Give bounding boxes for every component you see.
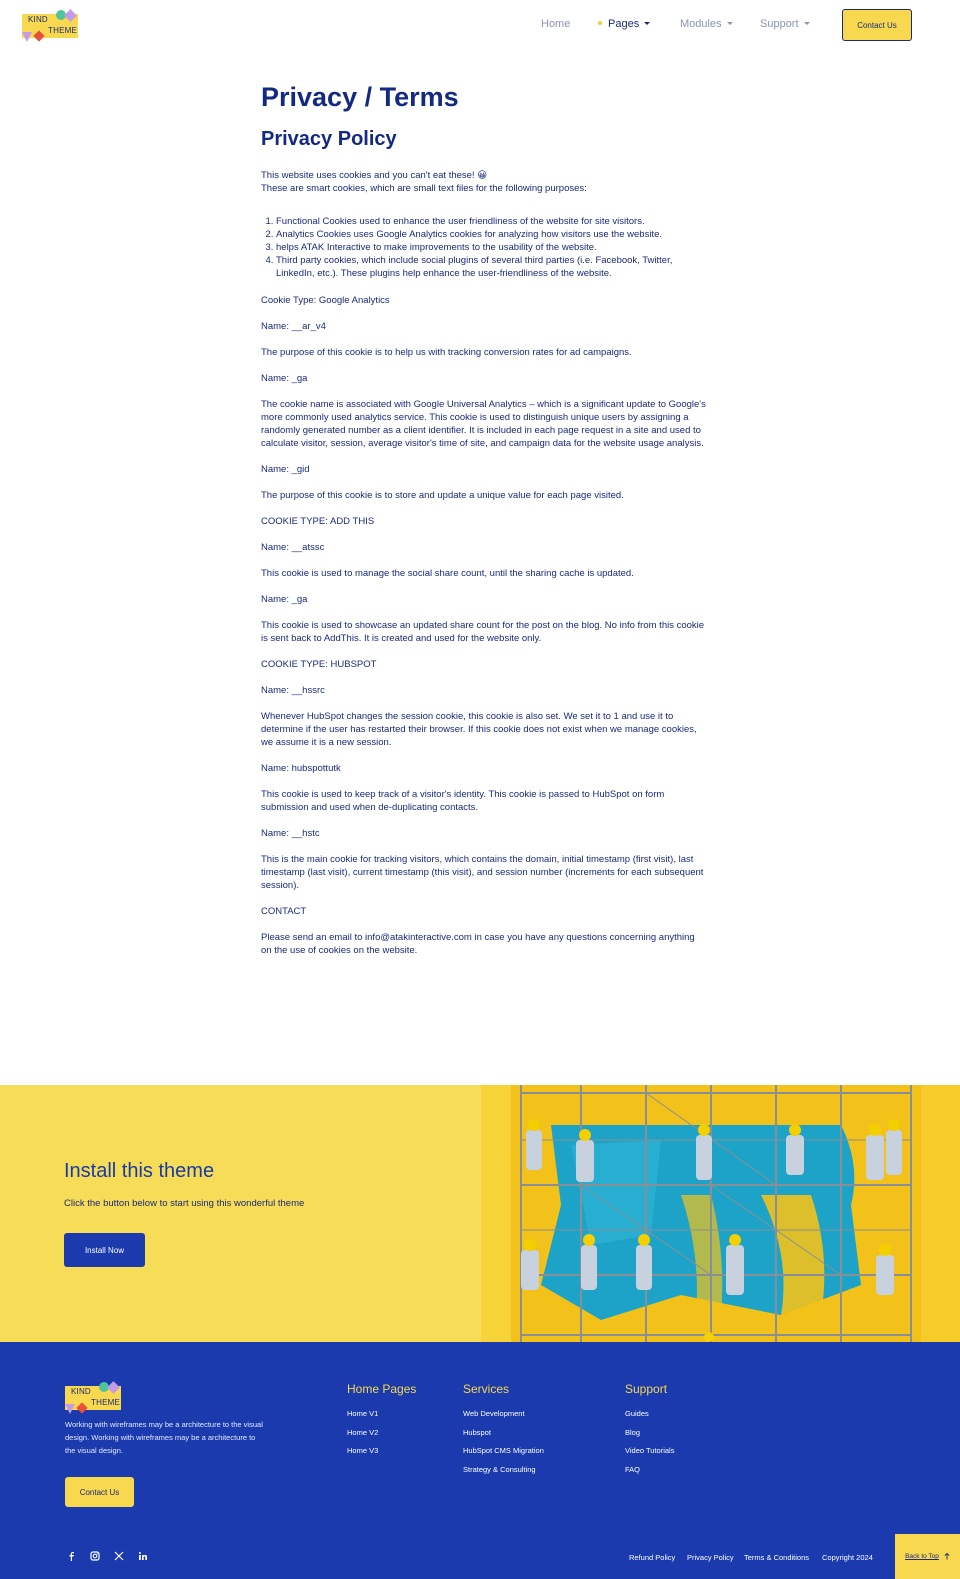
install-theme-section	[0, 1085, 960, 1342]
nav-support-label: Support	[760, 18, 799, 30]
x-icon[interactable]	[113, 1550, 125, 1562]
footer-column-title: Support	[625, 1382, 668, 1396]
footer-column-support	[625, 1382, 674, 1484]
paragraph: Name: _ga	[261, 373, 308, 384]
header-contact-button[interactable]: Contact Us	[842, 9, 912, 41]
footer-link[interactable]: FAQ	[625, 1464, 641, 1474]
footer-description: Working with wireframes may be a architecture to the visual design. Working with wireframes may be a architecture to the visual design.	[65, 1420, 263, 1455]
privacy-policy-link[interactable]: Privacy Policy	[687, 1553, 734, 1562]
cookie-details	[261, 294, 706, 957]
chevron-down-icon	[644, 22, 650, 25]
install-now-button[interactable]: Install Now	[64, 1233, 145, 1267]
footer-contact-button[interactable]: Contact Us	[65, 1477, 134, 1507]
paragraph: This is the main cookie for tracking visitors, which contains the domain, initial timestamp (first visit), last timestamp (last visit), current timestamp (this visit), and session number (increments for each subsequent session).	[261, 854, 704, 891]
paragraph: Whenever HubSpot changes the session cookie, this cookie is also set. We set it to 1 and use it to determine if the user has restarted their browser. If this cookie does not exist when we manage cookies, we assume it is a new session.	[261, 711, 697, 748]
site-logo[interactable]	[22, 10, 82, 42]
nav-home[interactable]	[541, 18, 570, 30]
site-header	[0, 0, 960, 52]
logo-text-kind: KIND	[28, 15, 48, 24]
footer-link[interactable]: Blog	[625, 1427, 641, 1437]
section-title: Privacy Policy	[261, 128, 397, 150]
logo-text-theme: THEME	[91, 1398, 120, 1407]
linkedin-icon[interactable]	[137, 1550, 149, 1562]
nav-home-label: Home	[541, 18, 571, 30]
facebook-icon[interactable]	[65, 1550, 77, 1562]
chevron-down-icon	[727, 22, 733, 25]
footer-link[interactable]: HubSpot CMS Migration	[463, 1446, 544, 1456]
nav-modules-label: Modules	[680, 18, 722, 30]
paragraph: Name: _gid	[261, 464, 310, 475]
footer-link[interactable]: Guides	[625, 1409, 649, 1418]
footer-column-services	[463, 1382, 544, 1484]
paragraph: COOKIE TYPE: HUBSPOT	[261, 659, 377, 670]
footer-link[interactable]: Home V1	[347, 1409, 379, 1418]
paragraph: The purpose of this cookie is to help us with tracking conversion rates for ad campaigns.	[261, 347, 632, 358]
nav-modules[interactable]	[680, 18, 733, 30]
nav-support[interactable]	[760, 18, 810, 30]
footer-link[interactable]: Hubspot	[463, 1427, 491, 1437]
paragraph: COOKIE TYPE: ADD THIS	[261, 516, 375, 527]
main-content	[261, 78, 706, 957]
footer-link[interactable]: Home V2	[347, 1427, 379, 1437]
back-to-top-button[interactable]	[895, 1534, 960, 1579]
paragraph: Name: __hssrc	[261, 685, 325, 696]
refund-policy-link[interactable]: Refund Policy	[629, 1553, 676, 1562]
paragraph: The purpose of this cookie is to store and update a unique value for each page visited.	[261, 490, 624, 501]
footer-column-title: Home Pages	[347, 1382, 417, 1396]
paragraph: This cookie is used to showcase an updated share count for the post on the blog. No info from this cookie is sent back to AddThis. It is created and used for the website only.	[261, 620, 705, 644]
purposes-list	[261, 215, 706, 280]
copyright-text: Copyright 2024	[822, 1553, 873, 1562]
footer-logo[interactable]	[65, 1382, 125, 1414]
footer-column-home-pages	[347, 1382, 416, 1466]
scaffolding-workers-image	[481, 1085, 960, 1342]
paragraph: Name: __atssc	[261, 542, 325, 553]
list-item: 4. Third party cookies, which include social plugins of several third parties (i.e. Facebook, Twitter, LinkedIn, etc.). These plugins help enhance the user-friendliness of the website.	[276, 254, 706, 280]
intro-text	[261, 169, 706, 195]
paragraph: This cookie is used to keep track of a visitor's identity. This cookie is passed to HubSpot on form submission and used when de-duplicating contacts.	[261, 789, 665, 813]
intro-line: This website uses cookies and you can't eat these! 😀	[261, 170, 488, 181]
instagram-icon[interactable]	[89, 1550, 101, 1562]
footer-link[interactable]: Home V3	[347, 1446, 379, 1456]
paragraph: Cookie Type: Google Analytics	[261, 295, 390, 306]
logo-text-theme: THEME	[48, 26, 77, 35]
paragraph: This cookie is used to manage the social share count, until the sharing cache is updated.	[261, 568, 634, 579]
nav-pages-label: Pages	[608, 18, 640, 30]
paragraph: Name: hubspottutk	[261, 763, 341, 774]
list-item: 2. Analytics Cookies uses Google Analytics cookies for analyzing how visitors use the website.	[276, 228, 706, 241]
footer-link[interactable]: Video Tutorials	[625, 1446, 675, 1456]
active-dot-icon	[598, 21, 602, 25]
arrow-up-icon	[944, 1553, 950, 1560]
paragraph: Name: _ga	[261, 594, 308, 605]
intro-line: These are smart cookies, which are small text files for the following purposes:	[261, 183, 587, 194]
terms-conditions-link[interactable]: Terms & Conditions	[744, 1553, 810, 1562]
list-item: 1. Functional Cookies used to enhance the user friendliness of the website for site visitors.	[276, 215, 706, 228]
footer-link[interactable]: Web Development	[463, 1409, 525, 1418]
paragraph: The cookie name is associated with Google Universal Analytics – which is a significant update to Google's more commonly used analytics service. This cookie is used to distinguish unique users by assigning a randomly generated number as a client identifier. It is included in each page request in a site and used to calculate visitor, session, average visitor's time of site, and campaign data for the website usage analysis.	[261, 399, 706, 449]
paragraph: CONTACT	[261, 906, 307, 917]
site-footer	[0, 1342, 960, 1579]
list-item: 3. helps ATAK Interactive to make improvements to the usability of the website.	[276, 241, 706, 254]
paragraph: Name: __ar_v4	[261, 321, 326, 332]
chevron-down-icon	[804, 22, 810, 25]
cta-subtitle: Click the button below to start using this wonderful theme	[64, 1198, 305, 1209]
footer-link[interactable]: Strategy & Consulting	[463, 1464, 536, 1474]
footer-column-title: Services	[463, 1382, 510, 1396]
cta-title: Install this theme	[64, 1160, 215, 1182]
paragraph: Name: __hstc	[261, 828, 320, 839]
back-to-top-label: Back to Top	[905, 1553, 939, 1560]
logo-text-kind: KIND	[71, 1387, 91, 1396]
paragraph: Please send an email to info@atakinteractive.com in case you have any questions concerning anything on the use of cookies on the website.	[261, 932, 695, 956]
page-title: Privacy / Terms	[261, 82, 459, 112]
nav-pages[interactable]	[598, 18, 650, 30]
